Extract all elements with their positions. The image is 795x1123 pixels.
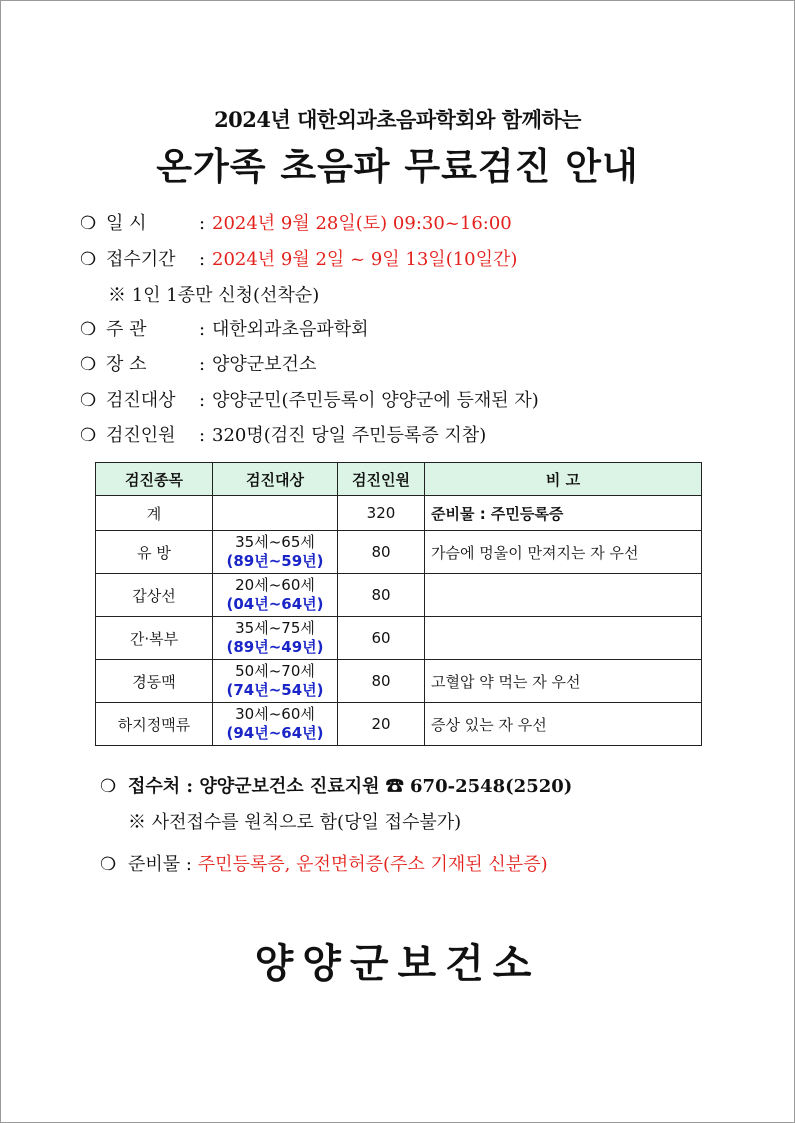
subtitle: 2024년 대한외과초음파학회와 함께하는 — [214, 107, 581, 132]
cell-remark — [425, 617, 702, 660]
bullet-icon: ❍ — [80, 425, 97, 446]
info-label: 장 소 — [106, 354, 147, 375]
info-label: 주 관 — [106, 319, 147, 340]
cell-target — [213, 531, 338, 574]
cell-name: 갑상선 — [96, 574, 213, 617]
info-row-period: ❍ 접수기간 : 2024년 9월 2일 ~ 9일 13일(10일간) — [80, 245, 517, 271]
cell-remark: 가슴에 멍울이 만져지는 자 우선 — [425, 531, 702, 574]
cell-target — [213, 617, 338, 660]
birth-years: (89년~59년) — [226, 552, 324, 570]
col-header-item: 검진종목 — [96, 463, 213, 496]
reception-text: 접수처 : 양양군보건소 진료지원 ☎ 670-2548(2520) — [128, 776, 573, 797]
age-range: 35세~65세 — [235, 533, 315, 551]
reception-note: ※ 사전접수를 원칙으로 함(당일 접수불가) — [128, 812, 462, 833]
info-value: 2024년 9월 28일(토) 09:30~16:00 — [212, 213, 512, 234]
bullet-icon: ❍ — [80, 390, 97, 411]
footer-organization: 양양군보건소 — [254, 940, 541, 987]
table-row — [96, 660, 702, 703]
cell-name: 유 방 — [96, 531, 213, 574]
screening-table — [95, 462, 702, 746]
bullet-icon: ❍ — [80, 319, 97, 340]
cell-remark: 증상 있는 자 우선 — [425, 703, 702, 746]
table-row — [96, 531, 702, 574]
bullet-icon: ❍ — [100, 854, 117, 875]
info-value: 양양군보건소 — [212, 354, 317, 375]
cell-name: 경동맥 — [96, 660, 213, 703]
page-title: 온가족 초음파 무료검진 안내 — [156, 144, 639, 188]
prep-value: 주민등록증, 운전면허증(주소 기재된 신분증) — [197, 854, 548, 875]
info-row-host: ❍ 주 관 : 대한외과초음파학회 — [80, 315, 369, 341]
bullet-icon: ❍ — [100, 776, 117, 797]
age-range: 50세~70세 — [235, 662, 315, 680]
cell-count: 20 — [338, 703, 425, 746]
table-row — [96, 617, 702, 660]
cell-target — [213, 703, 338, 746]
note-one-per-person: ※ 1인 1종만 신청(선착순) — [108, 285, 320, 306]
info-label: 검진인원 — [106, 425, 176, 446]
cell-target — [213, 660, 338, 703]
age-range: 20세~60세 — [235, 576, 315, 594]
cell-target — [213, 574, 338, 617]
birth-years: (89년~49년) — [226, 638, 324, 656]
cell-remark — [425, 574, 702, 617]
cell-remark: 고혈압 약 먹는 자 우선 — [425, 660, 702, 703]
cell-target — [213, 496, 338, 531]
cell-name: 하지정맥류 — [96, 703, 213, 746]
prep-line — [100, 850, 548, 876]
info-row-place: ❍ 장 소 : 양양군보건소 — [80, 350, 316, 376]
info-label: 검진대상 — [106, 390, 176, 411]
info-row-date: ❍ 일 시 : 2024년 9월 28일(토) 09:30~16:00 — [80, 209, 512, 235]
bullet-icon: ❍ — [80, 213, 97, 234]
table-header-row — [96, 463, 702, 496]
info-value: 320명(검진 당일 주민등록증 지참) — [212, 425, 487, 446]
birth-years: (94년~64년) — [226, 724, 324, 742]
col-header-remark: 비 고 — [425, 463, 702, 496]
col-header-count: 검진인원 — [338, 463, 425, 496]
cell-name: 계 — [96, 496, 213, 531]
info-label: 접수기간 — [106, 249, 176, 270]
prep-label: 준비물 : — [128, 854, 192, 875]
cell-count: 60 — [338, 617, 425, 660]
table-row-total — [96, 496, 702, 531]
info-value: 대한외과초음파학회 — [212, 319, 369, 340]
cell-count: 80 — [338, 574, 425, 617]
birth-years: (04년~64년) — [226, 595, 324, 613]
cell-remark: 준비물 : 주민등록증 — [425, 496, 702, 531]
cell-count: 80 — [338, 660, 425, 703]
age-range: 35세~75세 — [235, 619, 315, 637]
cell-count: 320 — [338, 496, 425, 531]
cell-count: 80 — [338, 531, 425, 574]
cell-name: 간·복부 — [96, 617, 213, 660]
birth-years: (74년~54년) — [226, 681, 324, 699]
info-row-target: ❍ 검진대상 : 양양군민(주민등록이 양양군에 등재된 자) — [80, 386, 539, 412]
col-header-target: 검진대상 — [213, 463, 338, 496]
age-range: 30세~60세 — [235, 705, 315, 723]
info-value: 양양군민(주민등록이 양양군에 등재된 자) — [212, 390, 539, 411]
reception-line — [100, 772, 572, 798]
info-row-count: ❍ 검진인원 : 320명(검진 당일 주민등록증 지참) — [80, 421, 486, 447]
info-label: 일 시 — [106, 213, 147, 234]
table-row — [96, 703, 702, 746]
info-value: 2024년 9월 2일 ~ 9일 13일(10일간) — [212, 249, 518, 270]
bullet-icon: ❍ — [80, 249, 97, 270]
table-row — [96, 574, 702, 617]
bullet-icon: ❍ — [80, 354, 97, 375]
